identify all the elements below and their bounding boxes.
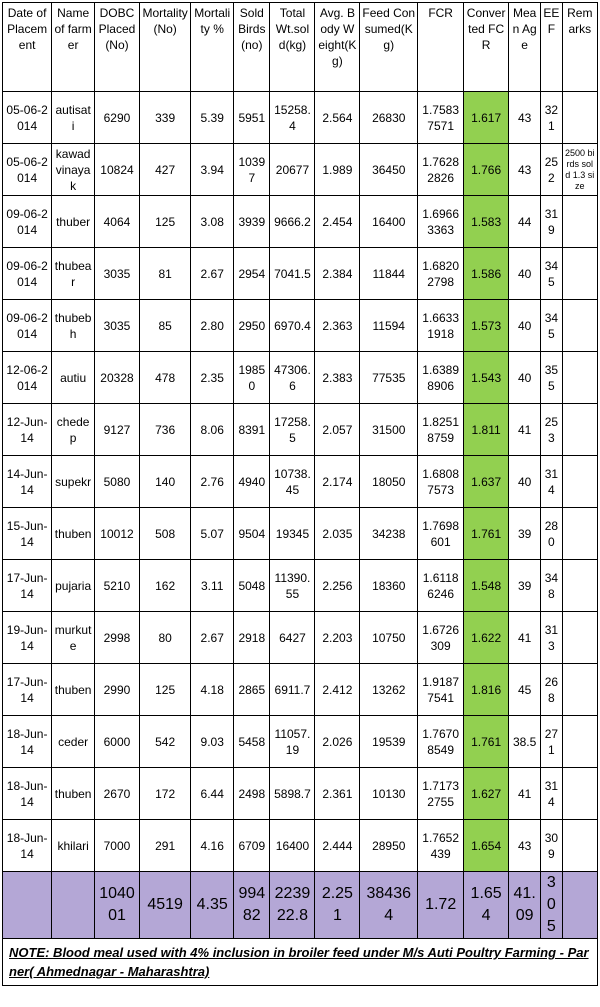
table-cell: 2.256 — [315, 560, 360, 612]
table-cell: 12-Jun-14 — [3, 404, 52, 456]
table-cell: 1.548 — [464, 560, 509, 612]
table-cell: 19-Jun-14 — [3, 612, 52, 664]
table-cell: 28950 — [360, 820, 418, 872]
table-cell: 1.573 — [464, 300, 509, 352]
table-cell: 542 — [139, 716, 190, 768]
table-cell: 355 — [541, 352, 562, 404]
table-cell: 20328 — [95, 352, 140, 404]
table-cell: 19539 — [360, 716, 418, 768]
table-cell: 8391 — [234, 404, 270, 456]
table-cell: 18-Jun-14 — [3, 820, 52, 872]
table-row — [3, 300, 598, 352]
table-cell: 345 — [541, 300, 562, 352]
table-cell: 2950 — [234, 300, 270, 352]
total-cell: 4.35 — [191, 872, 234, 939]
totals-row — [3, 872, 598, 939]
table-cell — [562, 612, 597, 664]
table-cell: 5951 — [234, 92, 270, 144]
table-cell: 10012 — [95, 508, 140, 560]
table-cell: 1.76282826 — [418, 144, 464, 196]
table-row — [3, 768, 598, 820]
table-cell: 15258.4 — [270, 92, 315, 144]
table-cell: 11390.55 — [270, 560, 315, 612]
table-cell — [562, 820, 597, 872]
table-cell: 1.816 — [464, 664, 509, 716]
table-cell: 2.026 — [315, 716, 360, 768]
table-cell: thubebh — [52, 300, 95, 352]
table-cell: 2.454 — [315, 196, 360, 248]
table-cell: 321 — [541, 92, 562, 144]
table-cell: 314 — [541, 456, 562, 508]
table-cell: 2.383 — [315, 352, 360, 404]
table-cell: 41 — [509, 768, 541, 820]
column-header: Avg. Body Weight(Kg) — [315, 3, 360, 92]
table-cell: 40 — [509, 248, 541, 300]
table-cell: 1.91877541 — [418, 664, 464, 716]
table-cell: 14-Jun-14 — [3, 456, 52, 508]
table-cell: 05-06-2014 — [3, 92, 52, 144]
table-cell: 38.5 — [509, 716, 541, 768]
table-row — [3, 716, 598, 768]
table-cell — [562, 196, 597, 248]
table-row — [3, 248, 598, 300]
table-cell: kawadvinayak — [52, 144, 95, 196]
table-cell: 9127 — [95, 404, 140, 456]
table-cell: 319 — [541, 196, 562, 248]
table-cell: 41 — [509, 612, 541, 664]
table-cell: 20677 — [270, 144, 315, 196]
column-header: Mean Age — [509, 3, 541, 92]
table-cell: 427 — [139, 144, 190, 196]
table-cell: 6970.4 — [270, 300, 315, 352]
total-cell — [3, 872, 52, 939]
table-cell: 309 — [541, 820, 562, 872]
table-cell: 36450 — [360, 144, 418, 196]
total-cell: 99482 — [234, 872, 270, 939]
column-header: Date of Placement — [3, 3, 52, 92]
total-cell: 223922.8 — [270, 872, 315, 939]
table-cell: 18-Jun-14 — [3, 716, 52, 768]
table-cell: 09-06-2014 — [3, 248, 52, 300]
table-cell: 2.384 — [315, 248, 360, 300]
table-row — [3, 820, 598, 872]
table-cell: 1.6726309 — [418, 612, 464, 664]
table-cell: thubear — [52, 248, 95, 300]
table-cell: 348 — [541, 560, 562, 612]
table-cell: 162 — [139, 560, 190, 612]
table-cell: 2990 — [95, 664, 140, 716]
table-cell: chedep — [52, 404, 95, 456]
header-row — [3, 3, 598, 92]
table-cell: 7000 — [95, 820, 140, 872]
table-cell: 10130 — [360, 768, 418, 820]
table-row — [3, 508, 598, 560]
table-cell: 1.583 — [464, 196, 509, 248]
table-cell: 2670 — [95, 768, 140, 820]
table-cell: 1.637 — [464, 456, 509, 508]
table-cell: 1.989 — [315, 144, 360, 196]
table-cell: 4940 — [234, 456, 270, 508]
table-cell: 2954 — [234, 248, 270, 300]
table-cell: 253 — [541, 404, 562, 456]
table-cell: 2.67 — [191, 612, 234, 664]
column-header: Converted FCR — [464, 3, 509, 92]
table-row — [3, 664, 598, 716]
table-cell: 1.7652439 — [418, 820, 464, 872]
table-cell: 6709 — [234, 820, 270, 872]
table-cell: supekr — [52, 456, 95, 508]
table-cell: 31500 — [360, 404, 418, 456]
table-cell — [562, 768, 597, 820]
table-cell: autisati — [52, 92, 95, 144]
table-row — [3, 92, 598, 144]
table-cell: 1.63898906 — [418, 352, 464, 404]
table-cell: 17258.5 — [270, 404, 315, 456]
table-cell: 1.68087573 — [418, 456, 464, 508]
table-cell: 2.363 — [315, 300, 360, 352]
table-cell: 2865 — [234, 664, 270, 716]
table-cell: 339 — [139, 92, 190, 144]
table-cell: 280 — [541, 508, 562, 560]
table-cell: thuben — [52, 508, 95, 560]
table-cell: 4.16 — [191, 820, 234, 872]
table-cell: 2500 birds sold 1.3 size — [562, 144, 597, 196]
column-header: Remarks — [562, 3, 597, 92]
table-cell: 81 — [139, 248, 190, 300]
table-cell: 40 — [509, 456, 541, 508]
table-cell: 2.67 — [191, 248, 234, 300]
table-cell: 8.06 — [191, 404, 234, 456]
table-body — [3, 92, 598, 939]
table-cell: 15-Jun-14 — [3, 508, 52, 560]
total-cell: 104001 — [95, 872, 140, 939]
table-cell: 11057.19 — [270, 716, 315, 768]
table-cell: 18360 — [360, 560, 418, 612]
table-cell: 34238 — [360, 508, 418, 560]
broiler-performance-table — [2, 2, 598, 986]
table-cell: 2998 — [95, 612, 140, 664]
column-header: Feed Consumed(Kg) — [360, 3, 418, 92]
table-cell: 6.44 — [191, 768, 234, 820]
total-cell: 2.251 — [315, 872, 360, 939]
table-cell: 2918 — [234, 612, 270, 664]
table-cell: 10824 — [95, 144, 140, 196]
total-cell: 4519 — [139, 872, 190, 939]
table-cell: 2.174 — [315, 456, 360, 508]
table-cell: 16400 — [360, 196, 418, 248]
table-cell: 45 — [509, 664, 541, 716]
table-cell: 05-06-2014 — [3, 144, 52, 196]
column-header: Sold Birds(no) — [234, 3, 270, 92]
table-cell: 271 — [541, 716, 562, 768]
table-cell: 9504 — [234, 508, 270, 560]
table-cell: 1.71732755 — [418, 768, 464, 820]
table-cell: thuben — [52, 768, 95, 820]
table-cell: 736 — [139, 404, 190, 456]
table-cell: 13262 — [360, 664, 418, 716]
table-cell: 1.61186246 — [418, 560, 464, 612]
column-header: EEF — [541, 3, 562, 92]
table-cell: 2498 — [234, 768, 270, 820]
total-cell: 41.09 — [509, 872, 541, 939]
table-cell: 39 — [509, 508, 541, 560]
table-cell: 26830 — [360, 92, 418, 144]
table-cell: 1.627 — [464, 768, 509, 820]
table-cell: 3.94 — [191, 144, 234, 196]
table-cell: thuber — [52, 196, 95, 248]
table-cell: 39 — [509, 560, 541, 612]
table-cell: 3939 — [234, 196, 270, 248]
table-cell: 9666.2 — [270, 196, 315, 248]
table-cell: 10397 — [234, 144, 270, 196]
table-cell: 2.412 — [315, 664, 360, 716]
table-cell: 41 — [509, 404, 541, 456]
table-cell: 508 — [139, 508, 190, 560]
table-cell: 5.07 — [191, 508, 234, 560]
table-cell: 6911.7 — [270, 664, 315, 716]
column-header: Mortality % — [191, 3, 234, 92]
column-header: DOBC Placed(No) — [95, 3, 140, 92]
table-cell: khilari — [52, 820, 95, 872]
table-cell: thuben — [52, 664, 95, 716]
table-cell: 09-06-2014 — [3, 196, 52, 248]
table-row — [3, 352, 598, 404]
table-cell: 17-Jun-14 — [3, 560, 52, 612]
table-cell: 1.75837571 — [418, 92, 464, 144]
table-cell: 40 — [509, 352, 541, 404]
table-cell: ceder — [52, 716, 95, 768]
table-cell: 4064 — [95, 196, 140, 248]
table-cell: 3035 — [95, 300, 140, 352]
table-cell: 345 — [541, 248, 562, 300]
table-cell: 1.654 — [464, 820, 509, 872]
table-cell: 1.617 — [464, 92, 509, 144]
table-cell — [562, 248, 597, 300]
table-cell: 2.035 — [315, 508, 360, 560]
total-cell — [562, 872, 597, 939]
table-cell: pujaria — [52, 560, 95, 612]
table-cell: 1.82518759 — [418, 404, 464, 456]
table-cell: 43 — [509, 144, 541, 196]
table-row — [3, 612, 598, 664]
table-cell: 18-Jun-14 — [3, 768, 52, 820]
table-cell: 125 — [139, 664, 190, 716]
table-cell — [562, 456, 597, 508]
table-cell: 43 — [509, 92, 541, 144]
table-cell: 1.761 — [464, 716, 509, 768]
table-cell: 1.622 — [464, 612, 509, 664]
table-cell: 1.76708549 — [418, 716, 464, 768]
table-cell: 80 — [139, 612, 190, 664]
table-cell: 3.08 — [191, 196, 234, 248]
table-cell: murkute — [52, 612, 95, 664]
table-cell — [562, 300, 597, 352]
table-cell — [562, 92, 597, 144]
table-cell: 2.203 — [315, 612, 360, 664]
table-cell: 10738.45 — [270, 456, 315, 508]
table-cell: 9.03 — [191, 716, 234, 768]
table-cell: 10750 — [360, 612, 418, 664]
table-cell: 313 — [541, 612, 562, 664]
table-cell — [562, 664, 597, 716]
total-cell: 1.654 — [464, 872, 509, 939]
table-cell: 1.761 — [464, 508, 509, 560]
table-cell: 6427 — [270, 612, 315, 664]
table-row — [3, 196, 598, 248]
table-cell: 1.586 — [464, 248, 509, 300]
column-header: Mortality(No) — [139, 3, 190, 92]
table-cell: 85 — [139, 300, 190, 352]
table-row — [3, 560, 598, 612]
table-cell — [562, 508, 597, 560]
table-cell: 1.543 — [464, 352, 509, 404]
table-cell: 44 — [509, 196, 541, 248]
table-cell: 140 — [139, 456, 190, 508]
table-cell: 2.057 — [315, 404, 360, 456]
table-cell: 77535 — [360, 352, 418, 404]
table-cell: 1.811 — [464, 404, 509, 456]
table-cell: 2.564 — [315, 92, 360, 144]
table-cell: 2.35 — [191, 352, 234, 404]
table-cell: 7041.5 — [270, 248, 315, 300]
table-cell: 2.80 — [191, 300, 234, 352]
table-cell: 47306.6 — [270, 352, 315, 404]
table-cell: 17-Jun-14 — [3, 664, 52, 716]
note-text: NOTE: Blood meal used with 4% inclusion in broiler feed under M/s Auti Poultry Farming - Parner( Ahmednagar - Maharashtra) — [3, 939, 598, 986]
table-cell: 12-06-2014 — [3, 352, 52, 404]
table-cell: 6000 — [95, 716, 140, 768]
table-cell: 1.766 — [464, 144, 509, 196]
table-cell: autiu — [52, 352, 95, 404]
table-row — [3, 456, 598, 508]
table-cell: 1.66331918 — [418, 300, 464, 352]
table-cell: 11844 — [360, 248, 418, 300]
table-cell — [562, 404, 597, 456]
table-cell: 125 — [139, 196, 190, 248]
table-cell: 6290 — [95, 92, 140, 144]
table-cell: 5458 — [234, 716, 270, 768]
table-cell: 2.76 — [191, 456, 234, 508]
table-cell — [562, 716, 597, 768]
column-header: Total Wt.sold(kg) — [270, 3, 315, 92]
table-cell: 2.361 — [315, 768, 360, 820]
table-cell — [562, 352, 597, 404]
table-cell: 3.11 — [191, 560, 234, 612]
table-cell: 19850 — [234, 352, 270, 404]
table-cell: 5210 — [95, 560, 140, 612]
table-cell: 5080 — [95, 456, 140, 508]
table-cell: 2.444 — [315, 820, 360, 872]
total-cell — [52, 872, 95, 939]
table-cell: 314 — [541, 768, 562, 820]
table-cell: 1.69663363 — [418, 196, 464, 248]
table-cell: 4.18 — [191, 664, 234, 716]
total-cell: 384364 — [360, 872, 418, 939]
table-cell — [562, 560, 597, 612]
table-cell: 268 — [541, 664, 562, 716]
table-row — [3, 144, 598, 196]
table-cell: 09-06-2014 — [3, 300, 52, 352]
table-cell: 18050 — [360, 456, 418, 508]
table-cell: 172 — [139, 768, 190, 820]
table-cell: 5898.7 — [270, 768, 315, 820]
table-cell: 19345 — [270, 508, 315, 560]
table-cell: 3035 — [95, 248, 140, 300]
table-row — [3, 404, 598, 456]
table-cell: 5048 — [234, 560, 270, 612]
total-cell: 305 — [541, 872, 562, 939]
table-cell: 43 — [509, 820, 541, 872]
total-cell: 1.72 — [418, 872, 464, 939]
table-cell: 252 — [541, 144, 562, 196]
table-cell: 478 — [139, 352, 190, 404]
table-cell: 5.39 — [191, 92, 234, 144]
table-cell: 11594 — [360, 300, 418, 352]
table-cell: 40 — [509, 300, 541, 352]
column-header: FCR — [418, 3, 464, 92]
table-cell: 1.68202798 — [418, 248, 464, 300]
column-header: Name of farmer — [52, 3, 95, 92]
table-cell: 16400 — [270, 820, 315, 872]
table-cell: 1.7698601 — [418, 508, 464, 560]
table-cell: 291 — [139, 820, 190, 872]
